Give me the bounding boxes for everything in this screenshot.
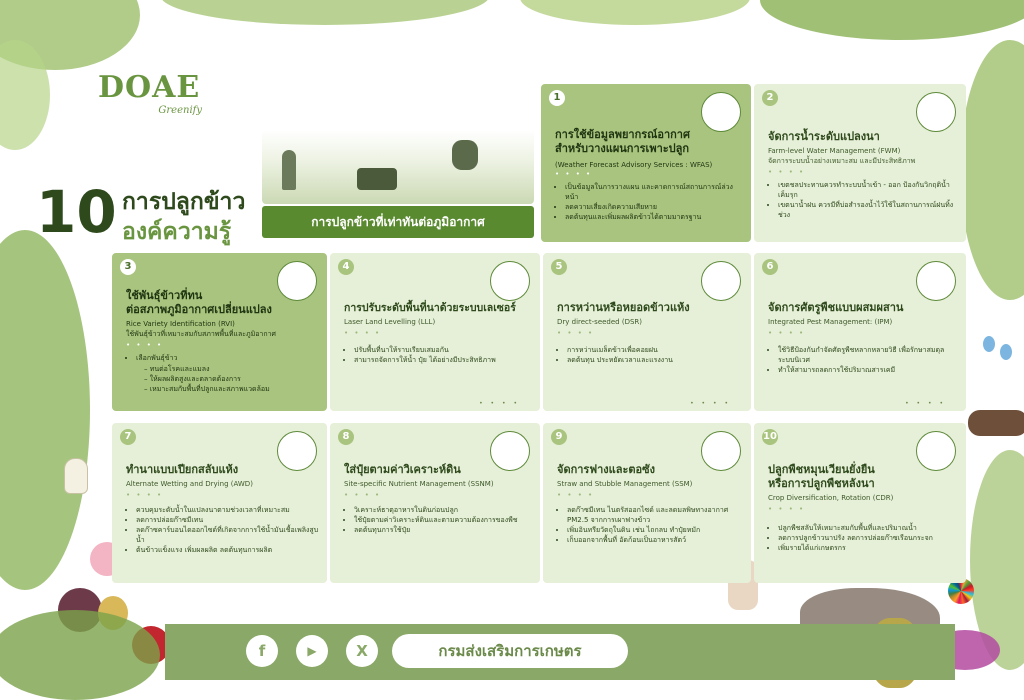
card-number: 5 xyxy=(551,259,567,275)
card-4 xyxy=(330,253,540,411)
bullet-item: • ต้นข้าวแข็งแรง เพิ่มผลผลิต ลดต้นทุนการผลิต xyxy=(136,545,322,555)
card-subtitle: Site-specific Nutrient Management (SSNM) xyxy=(344,480,494,488)
card-number: 4 xyxy=(338,259,354,275)
bullet-item: • เลือกพันธุ์ข้าว xyxy=(136,353,316,363)
card-bullets xyxy=(557,505,747,545)
card-subtitle: Rice Variety Identification (RVI) xyxy=(126,320,235,328)
doae-logo xyxy=(98,70,208,130)
card-subtitle: Dry direct-seeded (DSR) xyxy=(557,318,643,326)
tractor-figure xyxy=(357,168,397,190)
facebook-icon[interactable]: f xyxy=(246,635,278,667)
bullet-item: • ใช้วิธีป้องกันกำจัดศัตรูพืชหลากหลายวิธี เพื่อรักษาสมดุลระบบนิเวศ xyxy=(778,345,958,365)
sub-bullet-text: เหมาะสมกับพื้นที่ปลูกและสภาพแวดล้อม xyxy=(149,385,270,393)
bulb-icon xyxy=(64,458,88,494)
hero-number: 10 xyxy=(36,178,117,246)
card-bullets xyxy=(557,345,747,365)
bullet-item: • การหว่านเมล็ดข้าวเพื่อคอยฝน xyxy=(567,345,747,355)
bullet-item: • เก็บออกจากพื้นที่ อัดก้อนเป็นอาหารสัตว์ xyxy=(567,535,747,545)
divider-dots: • • • • xyxy=(126,341,164,349)
rice-field-illustration xyxy=(262,130,534,204)
weather-forecast-icon xyxy=(701,92,741,132)
x-twitter-icon[interactable]: X xyxy=(346,635,378,667)
card-title: จัดการฟางและตอซัง xyxy=(557,463,655,476)
logo-tagline: Greenify xyxy=(158,105,202,116)
card-number: 10 xyxy=(762,429,778,445)
divider-dots: • • • • xyxy=(557,329,595,337)
divider-dots: • • • • xyxy=(557,491,595,499)
bullet-item: • ควบคุมระดับน้ำในแปลงนาตามช่วงเวลาที่เหมาะสม xyxy=(136,505,322,515)
card-bullets xyxy=(768,345,958,375)
farmer-figure xyxy=(282,150,296,190)
card-bullets xyxy=(126,353,316,363)
crop-rotation-icon xyxy=(916,431,956,471)
water-drop-icon xyxy=(983,336,995,352)
bullet-item: • วิเคราะห์ธาตุอาหารในดินก่อนปลูก xyxy=(354,505,534,515)
card-sub-bullets xyxy=(126,364,324,394)
bullet-item: • ลดการปล่อยก๊าซมีเทน xyxy=(136,515,322,525)
awd-icon xyxy=(277,431,317,471)
divider-dots: • • • • xyxy=(555,170,593,178)
card-6 xyxy=(754,253,966,411)
card-number: 8 xyxy=(338,429,354,445)
pager-dots: • • • • xyxy=(905,400,946,407)
sub-bullet-item: – เหมาะสมกับพื้นที่ปลูกและสภาพแวดล้อม xyxy=(144,385,270,393)
laser-tractor-icon xyxy=(490,261,530,301)
card-3 xyxy=(112,253,327,411)
pest-management-icon xyxy=(916,261,956,301)
bullet-item: • ทำให้สามารถลดการใช้ปริมาณสารเคมี xyxy=(778,365,958,375)
card-title: จัดการน้ำระดับแปลงนา xyxy=(768,130,880,143)
bullet-item: • ใช้ปุ๋ยตามค่าวิเคราะห์ดินและตามความต้องการของพืช xyxy=(354,515,534,525)
card-subtitle: Straw and Stubble Management (SSM) xyxy=(557,480,693,488)
sprout-hand-icon xyxy=(968,410,1024,436)
card-2 xyxy=(754,84,966,242)
divider-dots: • • • • xyxy=(768,329,806,337)
card-title: ใช้พันธุ์ข้าวที่ทน ต่อสภาพภูมิอากาศเปลี่ยนแปลง xyxy=(126,289,272,316)
card-bullets xyxy=(555,182,745,222)
card-title: ใส่ปุ๋ยตามค่าวิเคราะห์ดิน xyxy=(344,463,461,476)
soil-analysis-icon xyxy=(490,431,530,471)
card-title: การปรับระดับพื้นที่นาด้วยระบบเลเซอร์ xyxy=(344,302,516,314)
dry-seeding-icon xyxy=(701,261,741,301)
hero-banner: การปลูกข้าวที่เท่าทันต่อภูมิอากาศ xyxy=(262,206,534,238)
sub-bullet-text: ให้ผลผลิตสูงและตลาดต้องการ xyxy=(149,375,241,383)
bullet-item: • ลดต้นทุน ประหยัดเวลาและแรงงาน xyxy=(567,355,747,365)
rice-variety-icon xyxy=(277,261,317,301)
pager-dots: • • • • xyxy=(690,400,731,407)
card-number: 7 xyxy=(120,429,136,445)
water-drop-icon xyxy=(1000,344,1012,360)
straw-icon xyxy=(701,431,741,471)
bullet-item: • ลดก๊าซคาร์บอนไดออกไซด์ที่เกิดจากการใช้น้ำมันเชื้อเพลิงสูบน้ำ xyxy=(136,525,322,545)
bullet-item: • ลดก๊าซมีเทน ไนตรัสออกไซด์ และลดมลพิษทางอากาศ PM2.5 จากการเผาฟางข้าว xyxy=(567,505,747,525)
card-title: การหว่านหรือหยอดข้าวแห้ง xyxy=(557,301,690,314)
bullet-item: • ลดความเสี่ยงเกิดความเสียหาย xyxy=(565,202,745,212)
bullet-item: • ปรับพื้นที่นาให้ราบเรียบเสมอกัน xyxy=(354,345,534,355)
bullet-item: • ปลูกพืชสลับให้เหมาะสมกับพื้นที่และปริมาณน้ำ xyxy=(778,523,964,533)
card-bullets xyxy=(344,345,534,365)
water-management-icon xyxy=(916,92,956,132)
divider-dots: • • • • xyxy=(768,505,806,513)
divider-dots: • • • • xyxy=(126,491,164,499)
divider-dots: • • • • xyxy=(344,491,382,499)
card-10 xyxy=(754,423,966,583)
organization-name[interactable]: กรมส่งเสริมการเกษตร xyxy=(392,634,628,668)
bullet-item: • สามารถจัดการให้น้ำ ปุ๋ย ได้อย่างมีประสิทธิภาพ xyxy=(354,355,534,365)
card-title: การใช้ข้อมูลพยากรณ์อากาศ สำหรับวางแผนการเพาะปลูก xyxy=(555,128,690,155)
card-number: 6 xyxy=(762,259,778,275)
hero-title-line1: การปลูกข้าว xyxy=(122,189,246,215)
card-1 xyxy=(541,84,751,242)
card-5 xyxy=(543,253,751,411)
card-title: ปลูกพืชหมุนเวียนยั่งยืน หรือการปลูกพืชหลังนา xyxy=(768,463,875,490)
card-number: 1 xyxy=(549,90,565,106)
pager-dots: • • • • xyxy=(479,400,520,407)
card-8 xyxy=(330,423,540,583)
divider-dots: • • • • xyxy=(768,168,806,176)
card-description: ใช้พันธุ์ข้าวที่เหมาะสมกับสภาพพื้นที่และภูมิอากาศ xyxy=(126,330,276,338)
card-bullets xyxy=(126,505,322,555)
card-7 xyxy=(112,423,327,583)
card-bullets xyxy=(344,505,534,535)
card-title: ทำนาแบบเปียกสลับแห้ง xyxy=(126,463,239,476)
card-subtitle: Crop Diversification, Rotation (CDR) xyxy=(768,494,894,502)
hero-title-line2: องค์ความรู้ xyxy=(122,219,232,245)
logo-text: DOAE xyxy=(98,70,201,105)
card-description: จัดการระบบน้ำอย่างเหมาะสม และมีประสิทธิภาพ xyxy=(768,157,916,165)
farmer-figure xyxy=(452,140,478,170)
bullet-item: • เขตนาน้ำฝน ควรมีที่บ่อสำรองน้ำไว้ใช้ในสถานการณ์ฝนทิ้งช่วง xyxy=(778,200,958,220)
card-subtitle: (Weather Forecast Advisory Services : WFAS) xyxy=(555,161,713,169)
bullet-item: • ลดการปลูกข้าวนาปรัง ลดการปล่อยก๊าซเรือนกระจก xyxy=(778,533,964,543)
card-number: 3 xyxy=(120,259,136,275)
bullet-item: • เขตชลประทานควรทำระบบน้ำเข้า - ออก ป้องกันวิกฤติน้ำเค็มรุก xyxy=(778,180,958,200)
sub-bullet-item: – ทนต่อโรคและแมลง xyxy=(144,365,210,373)
card-9 xyxy=(543,423,751,583)
bullet-item: • ลดต้นทุนและเพิ่มผลผลิตข้าวได้ตามมาตรฐาน xyxy=(565,212,745,222)
card-title: จัดการศัตรูพืชแบบผสมผสาน xyxy=(768,301,904,314)
card-bullets xyxy=(768,523,964,553)
divider-dots: • • • • xyxy=(344,329,382,337)
bullet-item: • เป็นข้อมูลในการวางแผน และคาดการณ์สถานการณ์ล่วงหน้า xyxy=(565,182,745,202)
card-number: 9 xyxy=(551,429,567,445)
card-subtitle: Laser Land Levelling (LLL) xyxy=(344,318,436,326)
bullet-item: • ลดต้นทุนการใช้ปุ๋ย xyxy=(354,525,534,535)
card-subtitle: Integrated Pest Management: (IPM) xyxy=(768,318,893,326)
card-bullets xyxy=(768,180,958,220)
sub-bullet-text: ทนต่อโรคและแมลง xyxy=(149,365,210,373)
card-number: 2 xyxy=(762,90,778,106)
bullet-item: • เพิ่มอินทรียวัตถุในดิน เช่น ไถกลบ ทำปุ๋ยหมัก xyxy=(567,525,747,535)
bullet-item: • เพิ่มรายได้แก่เกษตรกร xyxy=(778,543,964,553)
card-subtitle: Farm-level Water Management (FWM) xyxy=(768,147,901,155)
youtube-icon[interactable]: ▶ xyxy=(296,635,328,667)
card-subtitle: Alternate Wetting and Drying (AWD) xyxy=(126,480,253,488)
sub-bullet-item: – ให้ผลผลิตสูงและตลาดต้องการ xyxy=(144,375,241,383)
